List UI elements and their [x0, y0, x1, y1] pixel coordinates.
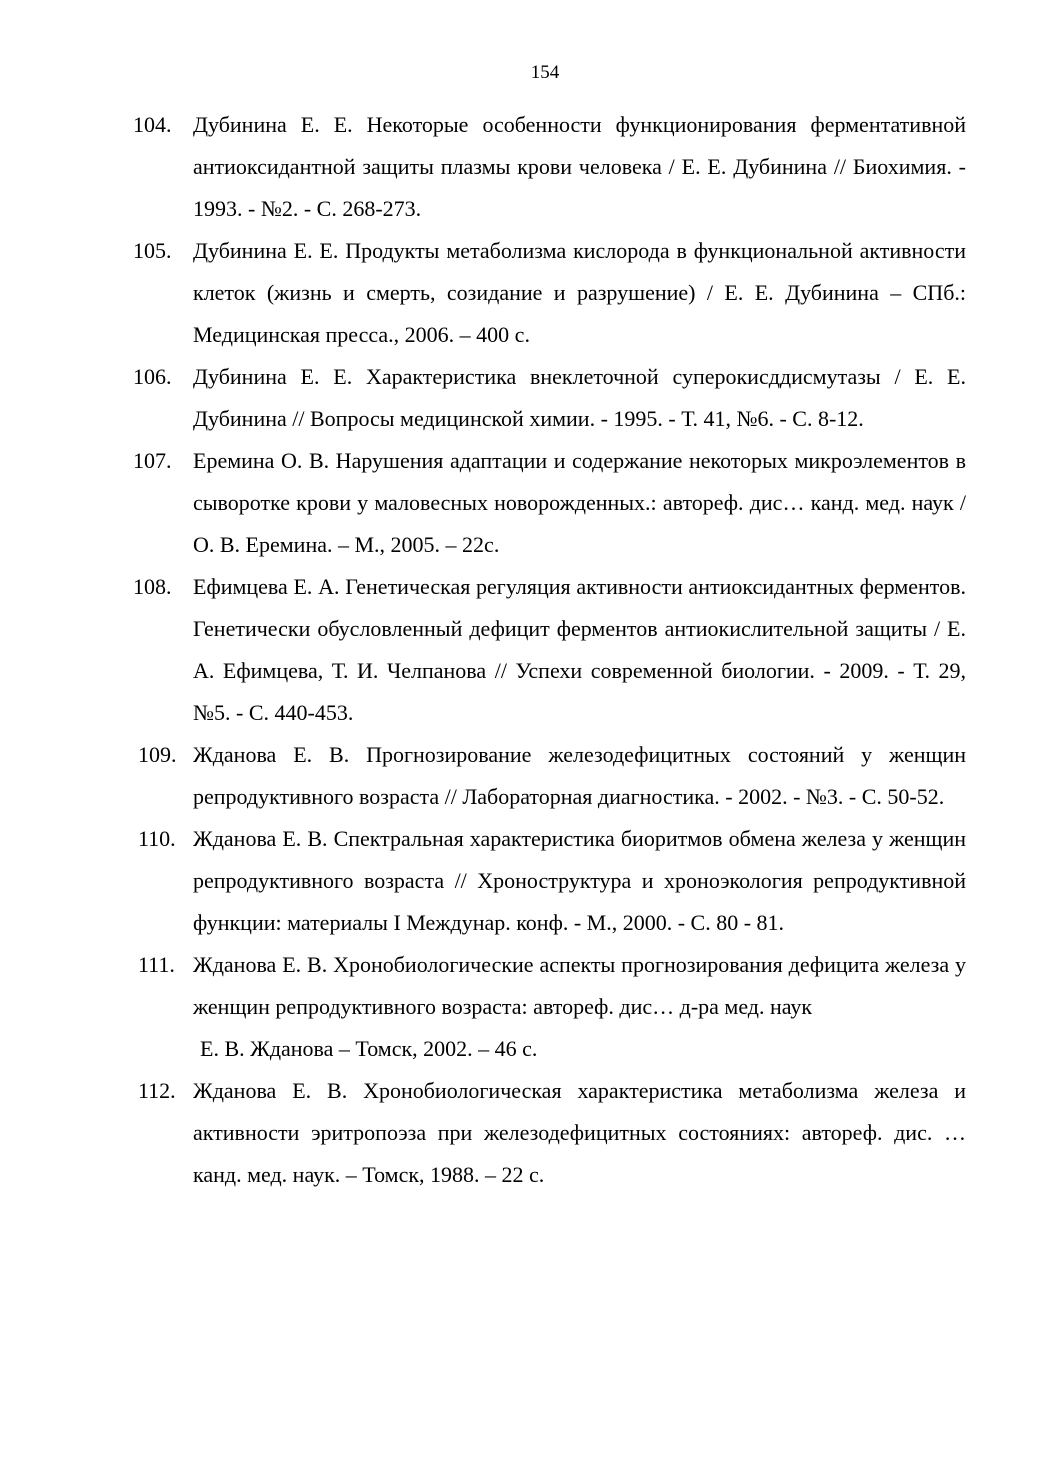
reference-number: 108.	[133, 574, 172, 599]
reference-text: Жданова Е. В. Прогнозирование железодефицитных состояний у женщин репродуктивного возраста // Лабораторная диагностика. - 2002. - №3. - С. 50-52.	[193, 742, 966, 809]
reference-number: 109.	[138, 742, 177, 767]
reference-text: Жданова Е. В. Хронобиологические аспекты прогнозирования дефицита железа у женщин репродуктивного возраста: автореф. дис… д-ра мед. наук	[193, 952, 966, 1019]
reference-number: 112.	[138, 1078, 176, 1103]
reference-number: 106.	[133, 364, 172, 389]
reference-item	[0, 818, 966, 944]
reference-number: 107.	[133, 448, 172, 473]
reference-item	[0, 1070, 966, 1196]
reference-item	[0, 944, 966, 1028]
reference-item	[0, 104, 966, 230]
reference-list	[0, 104, 1040, 1196]
reference-text: Жданова Е. В. Хронобиологическая характеристика метаболизма железа и активности эритропоэза при железодефицитных состояниях: автореф. дис. … канд. мед. наук. – Томск, 1988. – 22 с.	[193, 1078, 966, 1187]
reference-number: 104.	[133, 112, 172, 137]
reference-text: Дубинина Е. Е. Характеристика внеклеточной суперокисддисмутазы / Е. Е. Дубинина // Вопросы медицинской химии. - 1995. - Т. 41, №6. - С. 8-12.	[193, 364, 966, 431]
page-number: 154	[530, 62, 560, 83]
reference-text: Еремина О. В. Нарушения адаптации и содержание некоторых микроэлементов в сыворотке крови у маловесных новорожденных.: автореф. дис… канд. мед. наук / О. В. Еремина. – М., 2005. – 22с.	[193, 448, 966, 557]
reference-number: 110.	[138, 826, 176, 851]
reference-item	[0, 734, 966, 818]
reference-item	[0, 440, 966, 566]
reference-item	[0, 566, 966, 734]
reference-text: Дубинина Е. Е. Продукты метаболизма кислорода в функциональной активности клеток (жизнь и смерть, созидание и разрушение) / Е. Е. Дубинина – СПб.: Медицинская пресса., 2006. – 400 с.	[193, 238, 966, 347]
reference-item	[0, 356, 966, 440]
reference-text: Жданова Е. В. Спектральная характеристика биоритмов обмена железа у женщин репродуктивного возраста // Хроноструктура и хроноэкология репродуктивной функции: материалы I Междунар. конф. - М., 2000. - С. 80 - 81.	[193, 826, 966, 935]
reference-item	[0, 230, 966, 356]
reference-number: 111.	[138, 952, 175, 977]
reference-text: Ефимцева Е. А. Генетическая регуляция активности антиоксидантных ферментов. Генетически обусловленный дефицит ферментов антиокислительной защиты / Е. А. Ефимцева, Т. И. Челпанова // Успехи современной биологии. - 2009. - Т. 29, №5. - С. 440-453.	[193, 574, 966, 725]
reference-continuation: Е. В. Жданова – Томск, 2002. – 46 с.	[200, 1036, 538, 1061]
reference-number: 105.	[133, 238, 172, 263]
reference-text: Дубинина Е. Е. Некоторые особенности функционирования ферментативной антиоксидантной защиты плазмы крови человека / Е. Е. Дубинина // Биохимия. - 1993. - №2. - С. 268-273.	[193, 112, 966, 221]
